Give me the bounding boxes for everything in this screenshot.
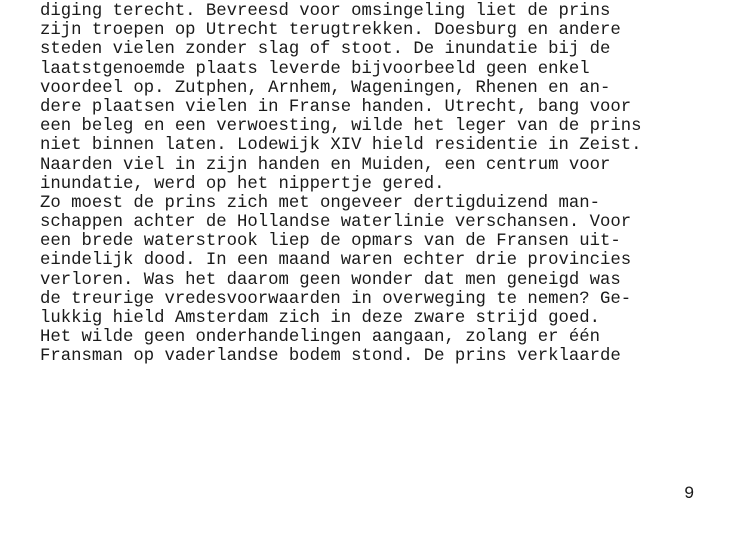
text-line: dere plaatsen vielen in Franse handen. Utrecht, bang voor [40,97,632,117]
text-line: zijn troepen op Utrecht terugtrekken. Doesburg en andere [40,21,621,41]
text-line: Zo moest de prins zich met ongeveer dertigduizend man- [40,193,601,213]
text-line: voordeel op. Zutphen, Arnhem, Wageningen, Rhenen en an- [40,78,611,98]
text-line: Het wilde geen onderhandelingen aangaan, zolang er één [40,328,601,348]
text-line: Naarden viel in zijn handen en Muiden, een centrum voor [40,155,611,175]
text-line: een brede waterstrook liep de opmars van de Fransen uit- [40,232,621,252]
text-line: eindelijk dood. In een maand waren echter drie provincies [40,251,632,271]
text-line: inundatie, werd op het nippertje gered. [40,174,445,194]
page-number: 9 [684,485,695,504]
text-line: verloren. Was het daarom geen wonder dat men geneigd was [40,270,621,290]
text-line: diging terecht. Bevreesd voor omsingeling liet de prins [40,2,611,21]
body-text [40,2,745,367]
text-line: een beleg en een verwoesting, wilde het leger van de prins [40,117,642,137]
text-line: niet binnen laten. Lodewijk XIV hield residentie in Zeist. [40,136,642,156]
text-line: de treurige vredesvoorwaarden in overweging te nemen? Ge- [40,289,632,309]
text-line: schappen achter de Hollandse waterlinie verschansen. Voor [40,213,632,233]
text-line: steden vielen zonder slag of stoot. De inundatie bij de [40,40,611,60]
text-line: Fransman op vaderlandse bodem stond. De prins verklaarde [40,347,621,367]
text-line: lukkig hield Amsterdam zich in deze zware strijd goed. [40,309,601,328]
text-line: laatstgenoemde plaats leverde bijvoorbeeld geen enkel [40,59,590,79]
